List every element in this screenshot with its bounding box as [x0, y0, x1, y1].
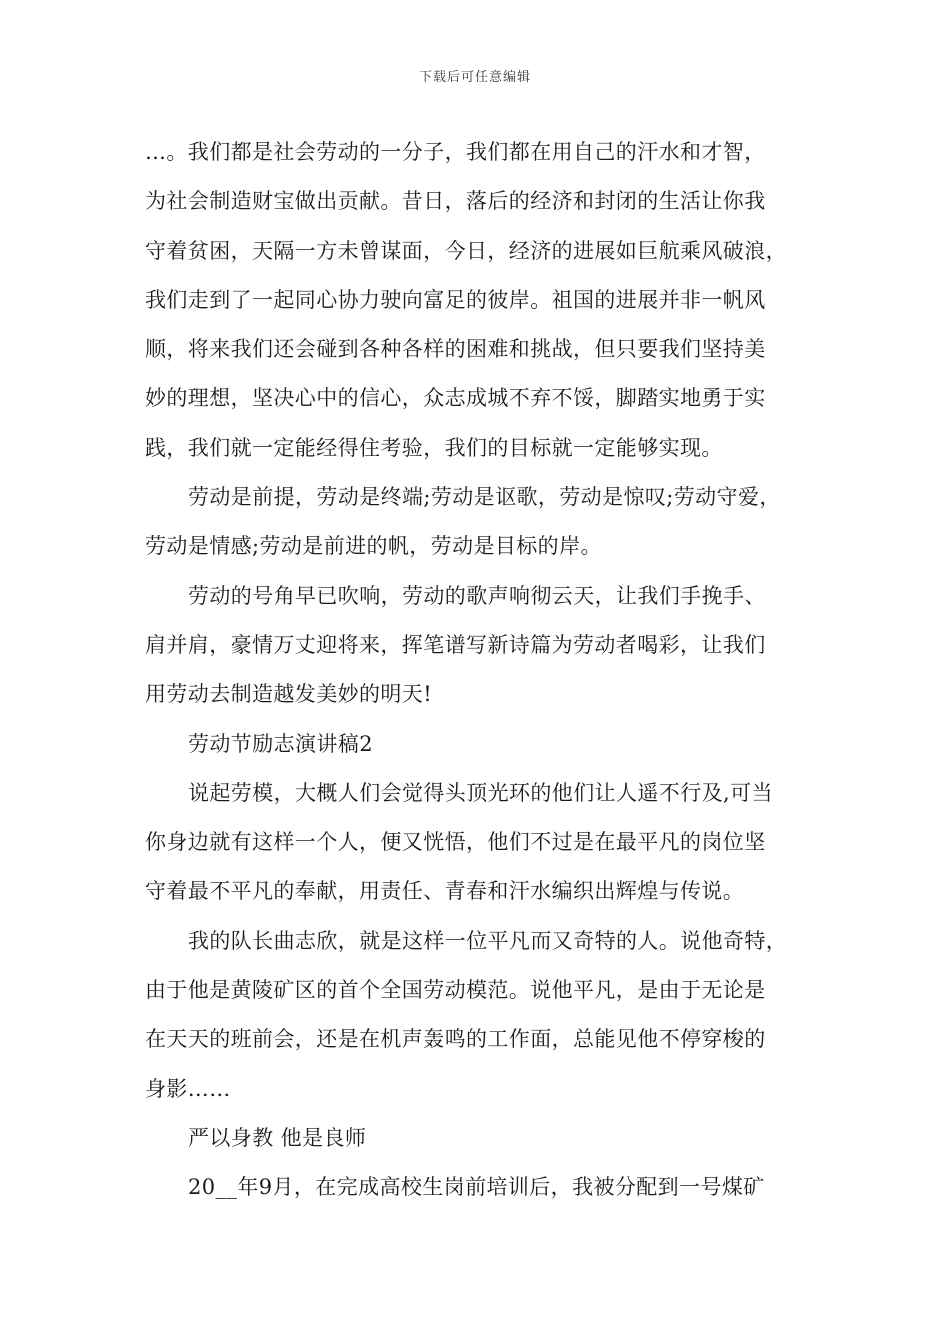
document-body	[145, 128, 810, 1213]
text-line: 用劳动去制造越发美妙的明天!	[145, 682, 433, 707]
text-line: 由于他是黄陵矿区的首个全国劳动模范。说他平凡，是由于无论是	[145, 978, 766, 1003]
page-header: 下载后可任意编辑	[418, 70, 531, 85]
text-line: 肩并肩，豪情万丈迎将来，挥笔谱写新诗篇为劳动者喝彩，让我们	[145, 632, 766, 657]
text-line: 为社会制造财宝做出贡献。昔日，落后的经济和封闭的生活让你我	[145, 189, 766, 214]
text-line: 顺，将来我们还会碰到各种各样的困难和挑战，但只要我们坚持美	[145, 337, 766, 362]
text-line: 20__年9月，在完成高校生岗前培训后，我被分配到一号煤矿	[188, 1175, 765, 1200]
text-line: 我的队长曲志欣，就是这样一位平凡而又奇特的人。说他奇特，	[188, 928, 788, 953]
text-line: 守着最不平凡的奉献，用责任、青春和汗水编织出辉煌与传说。	[145, 879, 745, 904]
text-line: 说起劳模，大概人们会觉得头顶光环的他们让人遥不行及,可当	[188, 780, 773, 805]
text-line: 劳动节励志演讲稿2	[188, 731, 373, 756]
text-line: 劳动的号角早已吹响，劳动的歌声响彻云天，让我们手挽手、	[188, 583, 766, 608]
text-line: 严以身教 他是良师	[188, 1125, 367, 1150]
text-line: …。我们都是社会劳动的一分子，我们都在用自己的汗水和才智，	[145, 140, 766, 164]
text-line: 身影……	[145, 1076, 231, 1101]
text-line: 劳动是情感;劳动是前进的帆，劳动是目标的岸。	[145, 534, 602, 559]
text-line: 妙的理想，坚决心中的信心，众志成城不弃不馁，脚踏实地勇于实	[145, 386, 766, 411]
text-line: 在天天的班前会，还是在机声轰鸣的工作面，总能见他不停穿梭的	[145, 1027, 766, 1052]
text-line: 我们走到了一起同心协力驶向富足的彼岸。祖国的进展并非一帆风	[145, 287, 766, 312]
text-line: 你身边就有这样一个人，便又恍悟，他们不过是在最平凡的岗位坚	[145, 830, 766, 855]
text-line: 践，我们就一定能经得住考验，我们的目标就一定能够实现。	[145, 435, 723, 460]
text-line: 劳动是前提，劳动是终端;劳动是讴歌，劳动是惊叹;劳动守爱，	[188, 485, 781, 510]
text-line: 守着贫困，天隔一方未曾谋面，今日，经济的进展如巨航乘风破浪，	[145, 238, 787, 263]
